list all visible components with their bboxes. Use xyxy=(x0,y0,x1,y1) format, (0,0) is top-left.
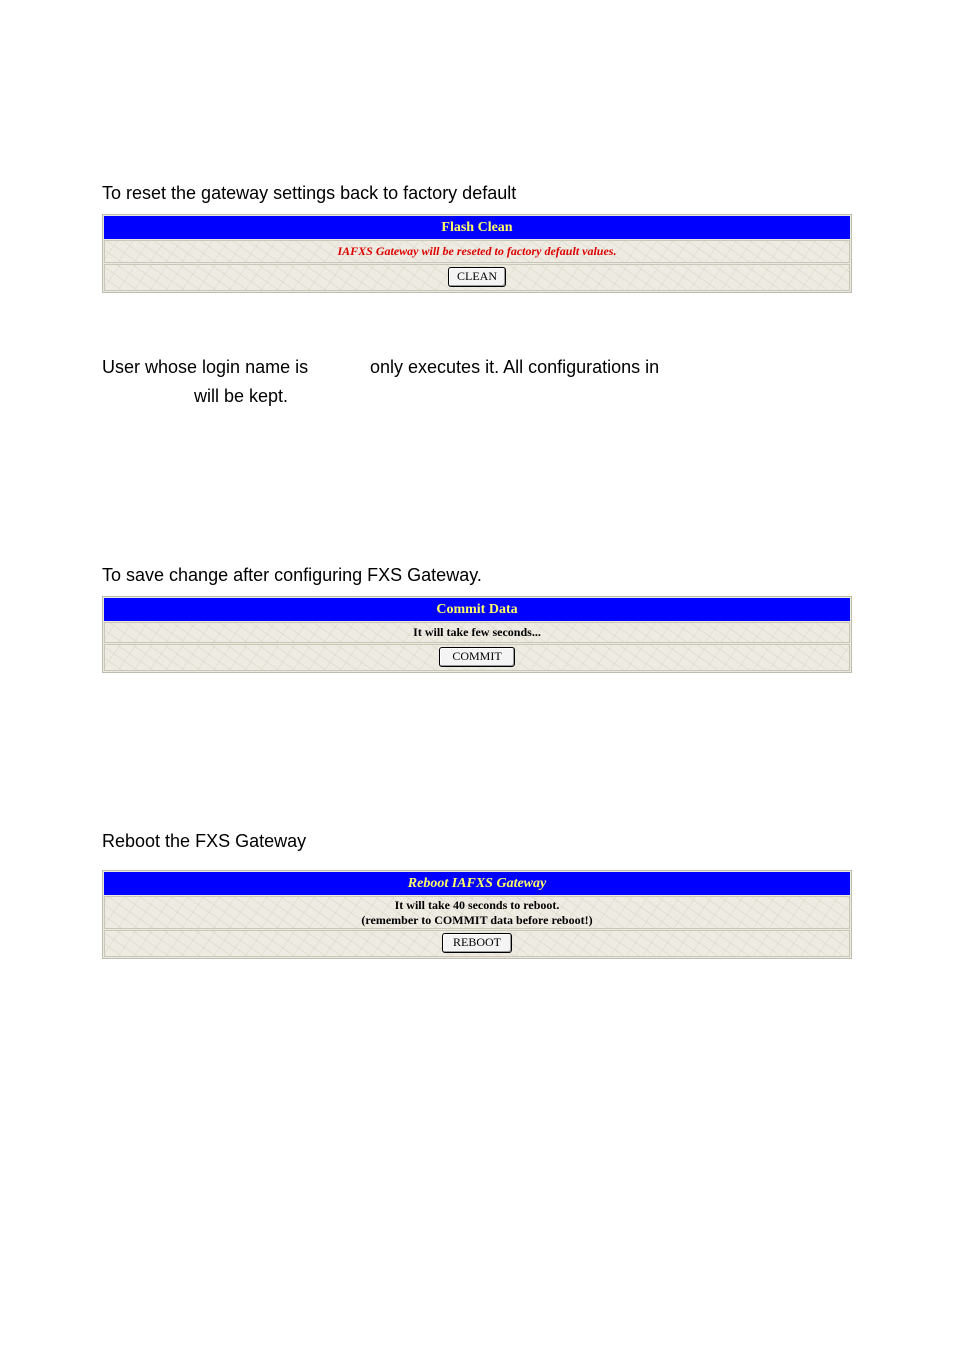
commit-data-title: Commit Data xyxy=(104,598,850,621)
flash-clean-panel xyxy=(102,214,852,293)
clean-button[interactable]: CLEAN xyxy=(448,267,506,287)
flash-intro-text: To reset the gateway settings back to factory default xyxy=(102,183,517,203)
flash-note-line1a: User whose login name is xyxy=(102,357,309,377)
reboot-message xyxy=(104,896,850,929)
flash-note-line1b: only executes it. All configurations in xyxy=(370,357,660,377)
flash-note-line2: will be kept. xyxy=(194,386,289,406)
commit-data-panel xyxy=(102,596,852,673)
commit-intro-text: To save change after configuring FXS Gateway. xyxy=(102,565,482,585)
reboot-panel xyxy=(102,870,852,959)
reboot-button-row xyxy=(104,930,850,957)
reboot-button[interactable]: REBOOT xyxy=(442,933,512,953)
flash-clean-message: IAFXS Gateway will be reseted to factory default values. xyxy=(104,240,850,263)
reboot-intro-text: Reboot the FXS Gateway xyxy=(102,831,307,851)
reboot-title: Reboot IAFXS Gateway xyxy=(104,872,850,895)
flash-clean-button-row xyxy=(104,264,850,291)
reboot-message-line1: It will take 40 seconds to reboot. xyxy=(394,898,560,912)
commit-data-message: It will take few seconds... xyxy=(104,622,850,643)
commit-button-row xyxy=(104,644,850,671)
commit-button[interactable]: COMMIT xyxy=(439,647,514,667)
flash-clean-title: Flash Clean xyxy=(104,216,850,239)
reboot-message-line2: (remember to COMMIT data before reboot!) xyxy=(361,913,593,927)
